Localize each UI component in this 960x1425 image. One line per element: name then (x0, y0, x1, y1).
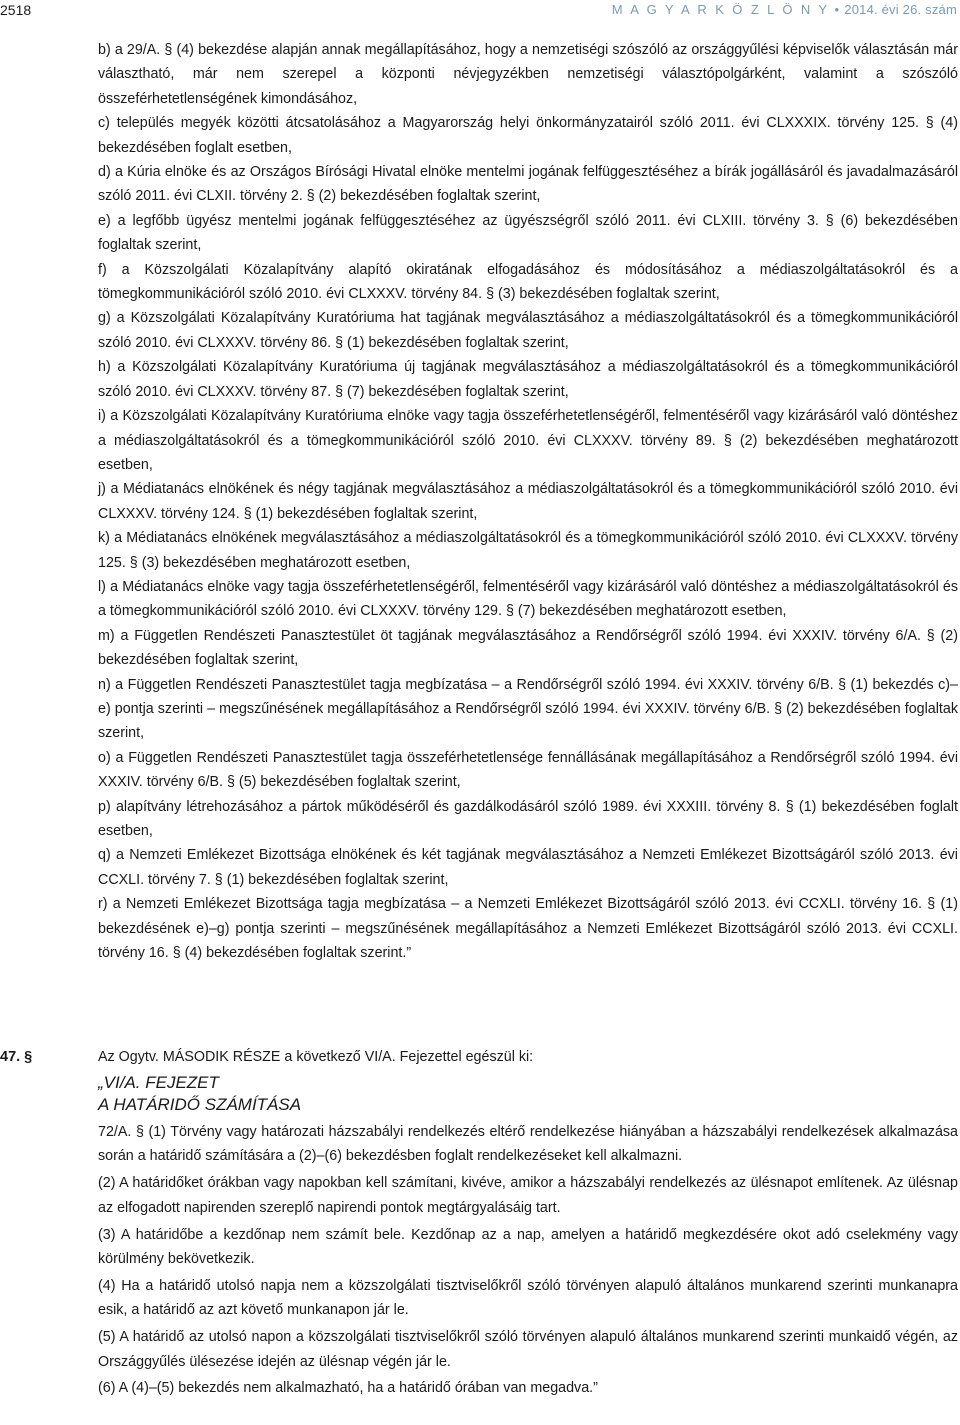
paragraph-72a-4: (4) Ha a határidő utolsó napja nem a közszolgálati tisztviselőkről szóló törvényen alapuló általános munkarend szerinti munkanapra esik, a határidő az azt követő munkanapon jár le. (98, 1277, 958, 1319)
list-item-l: l) a Médiatanács elnöke vagy tagja összeférhetetlenségéről, felmentéséről vagy kizárásáról való döntéshez a médiaszolgáltatásokról és a tömegkommunikációról szóló 2010. évi CLXXXV. törvény 129. § (7) bekezdésében meghatározott esetben, (98, 578, 958, 620)
chapter-number: „VI/A. FEJEZET (98, 1072, 219, 1092)
list-item-d: d) a Kúria elnöke és az Országos Bírósági Hivatal elnöke mentelmi jogának felfüggesztéséhez a bírák jogállásáról és javadalmazásáról szóló 2011. évi CLXII. törvény 2. § (2) bekezdésében foglaltak szerint, (98, 164, 958, 205)
section-intro: Az Ogytv. MÁSODIK RÉSZE a következő VI/A. Fejezettel egészül ki: (98, 1049, 534, 1065)
page-number: 2518 (0, 2, 32, 18)
paragraph-72a-2: (2) A határidőket órákban vagy napokban kell számítani, kivéve, amikor a házszabályi rendelkezés az ülésnapot említenek. Az ülésnap az elfogadott napirenden szereplő napirendi pontok megtárgyalásáig tart. (98, 1175, 958, 1216)
section-body (98, 1045, 958, 1403)
list-item-n: n) a Független Rendészeti Panasztestület tagja megbízatása – a Rendőrségről szóló 1994. évi XXXIV. törvény 6/B. § (1) bekezdés c)–e) pontja szerinti – megszűnésének megállapításához a Rendőrségről szóló 1994. évi XXXIV. törvény 6/B. § (2) bekezdésében foglaltak szerint, (98, 676, 958, 742)
page-header (0, 0, 960, 22)
journal-name: M A G Y A R K Ö Z L Ö N Y (611, 2, 830, 17)
list-item-g: g) a Közszolgálati Közalapítvány Kuratóriuma hat tagjának megválasztásához a médiaszolgáltatásokról és a tömegkommunikációról szóló 2010. évi CLXXXV. törvény 86. § (1) bekezdésében foglaltak szerint, (98, 310, 958, 351)
list-item-k: k) a Médiatanács elnökének megválasztásához a médiaszolgáltatásokról és a tömegkommunikációról szóló 2010. évi CLXXXV. törvény 125. § (3) bekezdésében meghatározott esetben, (98, 530, 958, 571)
list-item-m: m) a Független Rendészeti Panasztestület öt tagjának megválasztásához a Rendőrségről szóló 1994. évi XXXIV. törvény 6/A. § (2) bekezdésében foglaltak szerint, (98, 627, 958, 669)
paragraph-72a-3: (3) A határidőbe a kezdőnap nem számít bele. Kezdőnap az a nap, amelyen a határidő megkezdésére okot adó cselekmény vagy körülmény bekövetkezik. (98, 1226, 958, 1267)
list-item-b: b) a 29/A. § (4) bekezdése alapján annak megállapításához, hogy a nemzetiségi szószóló az országgyűlési képviselők választásán már választható, már nem szerepel a központi névjegyzékben nemzetiségi választópolgárként, valamint a szószóló összeférhetetlenségének kimondásához, (98, 42, 958, 107)
list-item-r: r) a Nemzeti Emlékezet Bizottsága tagja megbízatása – a Nemzeti Emlékezet Bizottságáról szóló 2013. évi CCXLI. törvény 16. § (1) bekezdésének e)–g) pontja szerinti – megszűnésének megállapításához a Nemzeti Emlékezet Bizottságáról szóló 2013. évi CCXLI. törvény 16. § (4) bekezdésében foglaltak szerint.” (98, 896, 958, 962)
list-item-f: f) a Közszolgálati Közalapítvány alapító okiratának elfogadásához és módosításához a médiaszolgáltatásokról és a tömegkommunikációról szóló 2010. évi CLXXXV. törvény 84. § (3) bekezdésében foglaltak szerint, (98, 261, 958, 303)
list-item-o: o) a Független Rendészeti Panasztestület tagja összeférhetetlensége fennállásának megállapításához a Rendőrségről szóló 1994. évi XXXIV. törvény 6/B. § (5) bekezdésében foglaltak szerint, (98, 749, 958, 791)
list-item-e: e) a legfőbb ügyész mentelmi jogának felfüggesztéséhez az ügyészségről szóló 2011. évi CLXIII. törvény 3. § (6) bekezdésében foglaltak szerint, (98, 212, 958, 254)
list-item-h: h) a Közszolgálati Közalapítvány Kuratóriuma új tagjának megválasztásához a médiaszolgáltatásokról és a tömegkommunikációról szóló 2010. évi CLXXXV. törvény 87. § (7) bekezdésében foglaltak szerint, (98, 359, 958, 400)
paragraph-72a-6: (6) A (4)–(5) bekezdés nem alkalmazható, ha a határidő órában van megadva.” (98, 1380, 598, 1397)
section-number: 47. § (0, 1049, 33, 1065)
list-item-q: q) a Nemzeti Emlékezet Bizottsága elnökének és két tagjának megválasztásához a Nemzeti Emlékezet Bizottságáról szóló 2013. évi CCXLI. törvény 7. § (1) bekezdésében foglaltak szerint, (98, 847, 958, 888)
list-item-p: p) alapítvány létrehozásához a pártok működéséről és gazdálkodásáról szóló 1989. évi XXXIII. törvény 8. § (1) bekezdésében foglalt esetben, (98, 798, 958, 839)
chapter-title: A HATÁRIDŐ SZÁMÍTÁSA (98, 1094, 302, 1114)
paragraph-72a-1: 72/A. § (1) Törvény vagy határozati házszabályi rendelkezés eltérő rendelkezése hiányában a házszabályi rendelkezések alkalmazása során a határidő számítására a (2)–(6) bekezdésben foglalt rendelkezéseket kell alkalmazni. (98, 1123, 958, 1165)
header-separator: • (834, 2, 840, 17)
running-title (612, 2, 957, 17)
list-item-c: c) település megyék közötti átcsatolásához a Magyarország helyi önkormányzatairól szóló 2011. évi CLXXXIX. törvény 125. § (4) bekezdésében foglalt esetben, (98, 115, 958, 156)
issue-label: 2014. évi 26. szám (844, 2, 957, 17)
paragraph-72a-5: (5) A határidő az utolsó napon a közszolgálati tisztviselőkről szóló törvényen alapuló általános munkarend szerinti munkaidő végén, az Országgyűlés ülésezése idején az ülésnap végén jár le. (98, 1329, 958, 1370)
list-item-i: i) a Közszolgálati Közalapítvány Kuratóriuma elnöke vagy tagja összeférhetetlenségéről, felmentéséről vagy kizárásáról való döntéshez a médiaszolgáltatásokról és a tömegkommunikációról szóló 2010. évi CLXXXV. törvény 89. § (2) bekezdésében meghatározott esetben, (98, 408, 958, 473)
continued-list (98, 38, 958, 965)
list-item-j: j) a Médiatanács elnökének és négy tagjának megválasztásához a médiaszolgáltatásokról és a tömegkommunikációról szóló 2010. évi CLXXXV. törvény 124. § (1) bekezdésében foglaltak szerint, (98, 481, 958, 522)
